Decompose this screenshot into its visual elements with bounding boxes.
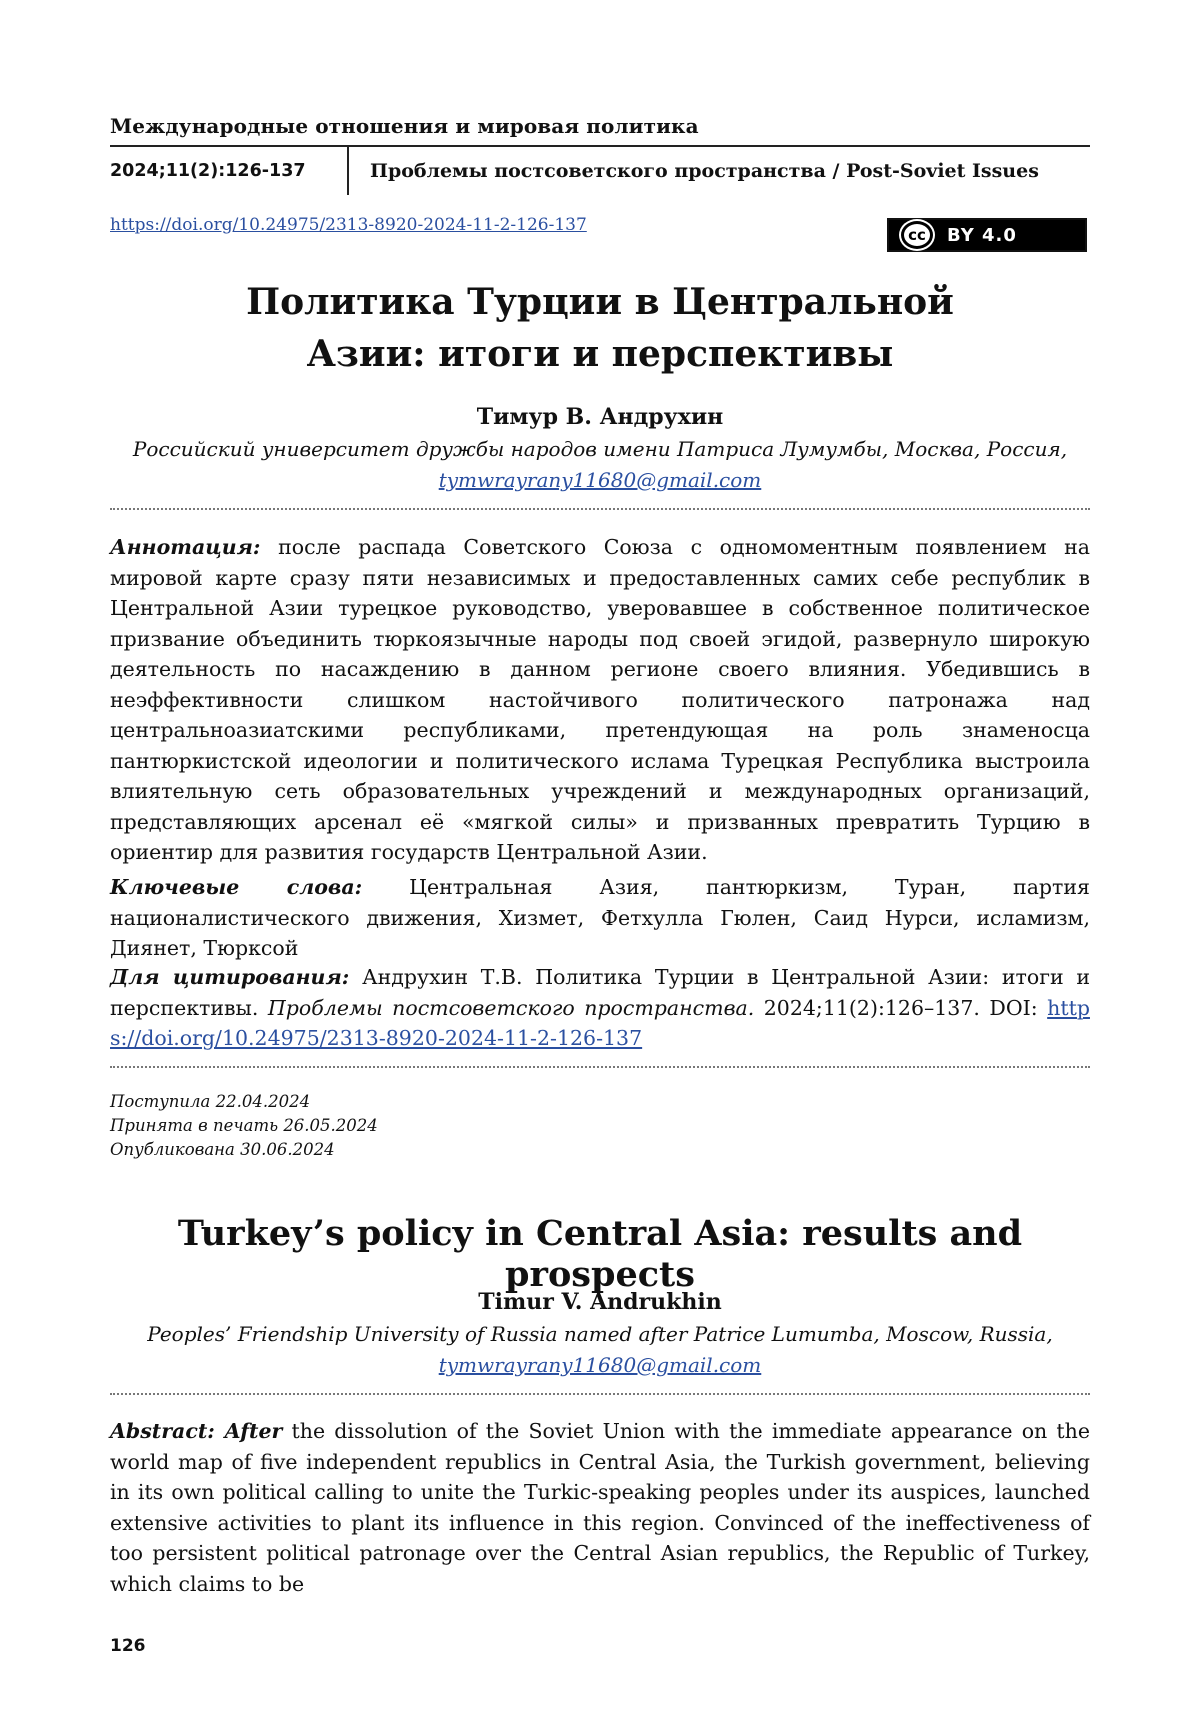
citation-doi-link[interactable]: https://doi.org/10.24975/2313-8920-2024-11-2-126-137: [110, 995, 1090, 1050]
article-title-ru: [110, 276, 1090, 380]
issue-row: [110, 147, 1090, 197]
abstract-en: [110, 1416, 1090, 1599]
dotted-separator: [110, 1066, 1090, 1068]
abstract-en-label: Abstract: After: [110, 1419, 283, 1443]
citation-label: Для цитирования:: [110, 965, 350, 989]
article-title-en: Turkey’s policy in Central Asia: results and prospects: [177, 1213, 1023, 1295]
abstract-ru: [110, 532, 1090, 868]
date-published: Опубликована 30.06.2024: [110, 1140, 335, 1159]
abstract-ru-text: после распада Советского Союза с одномоментным появлением на мировой карте сразу пяти независимых и предоставленных самих себе республик в Центральной Азии турецкое руководство, уверовавшее в собственное политическое призвание объединить тюркоязычные народы под своей эгидой, развернуло широкую деятельность по насаждению в данном регионе своего влияния. Убедившись в неэффективности слишком настойчивого политического патронажа над центральноазиатскими республиками, претендующая на роль знаменосца пантюркистской идеологии и политического ислама Турецкая Республика выстроила влиятельную сеть образовательных учреждений и международных организаций, представляющих арсенал её «мягкой силы» и призванных превратить Турцию в ориентир для развития государств Центральной Азии.: [110, 535, 1090, 864]
author-ru: Тимур В. Андрухин: [476, 404, 724, 430]
citation-tail: 2024;11(2):126–137. DOI:: [763, 995, 1038, 1020]
keywords-ru-text: Центральная Азия, пантюркизм, Туран, партия националистического движения, Хизмет, Фетхулла Гюлен, Саид Нурси, исламизм, Диянет, Тюрксой: [110, 875, 1090, 960]
issue-divider: [347, 147, 349, 195]
journal-section-title: Международные отношения и мировая политика: [110, 114, 699, 138]
affiliation-en-text: Peoples’ Friendship University of Russia named after Patrice Lumumba, Moscow, Russia,: [147, 1322, 1053, 1346]
title-ru-line-1: Политика Турции в Центральной: [246, 281, 954, 323]
abstract-ru-label: Аннотация:: [110, 535, 261, 559]
page-number: 126: [110, 1636, 146, 1656]
affiliation-en: [110, 1319, 1090, 1381]
journal-name: Проблемы постсоветского пространства / Post-Soviet Issues: [370, 160, 1039, 182]
email-link-ru[interactable]: tymwrayrany11680@gmail.com: [438, 468, 762, 492]
email-link-en[interactable]: tymwrayrany11680@gmail.com: [438, 1353, 762, 1377]
affiliation-ru: [110, 434, 1090, 496]
abstract-en-text: the dissolution of the Soviet Union with the immediate appearance on the world map of five independent republics in Central Asia, the Turkish government, believing in its own political calling to unite the Turkic-speaking peoples under its auspices, launched extensive activities to plant its influence in this region. Convinced of the ineffectiveness of too persistent political patronage over the Central Asian republics, the Republic of Turkey, which claims to be: [110, 1419, 1090, 1596]
cc-icon: cc: [901, 221, 933, 249]
doi-link[interactable]: https://doi.org/10.24975/2313-8920-2024-11-2-126-137: [110, 215, 587, 235]
dotted-separator: [110, 508, 1090, 510]
issue-reference: 2024;11(2):126-137: [110, 161, 306, 181]
citation-journal: Проблемы постсоветского пространства.: [267, 995, 755, 1020]
author-en: Timur V. Andrukhin: [478, 1289, 722, 1315]
license-text: BY 4.0: [947, 224, 1017, 246]
date-received: Поступила 22.04.2024: [110, 1092, 311, 1111]
citation-ru: [110, 962, 1090, 1054]
dotted-separator: [110, 1393, 1090, 1395]
keywords-ru: [110, 872, 1090, 964]
date-accepted: Принята в печать 26.05.2024: [110, 1116, 378, 1135]
article-dates: [110, 1090, 378, 1162]
cc-license-badge[interactable]: [887, 218, 1087, 252]
affiliation-ru-text: Российский университет дружбы народов имени Патриса Лумумбы, Москва, Россия,: [132, 437, 1068, 461]
keywords-ru-label: Ключевые слова:: [110, 875, 363, 899]
title-ru-line-2: Азии: итоги и перспективы: [306, 333, 894, 375]
citation-text: Андрухин Т.В. Политика Турции в Центральной Азии: итоги и перспективы.: [110, 965, 1090, 1020]
